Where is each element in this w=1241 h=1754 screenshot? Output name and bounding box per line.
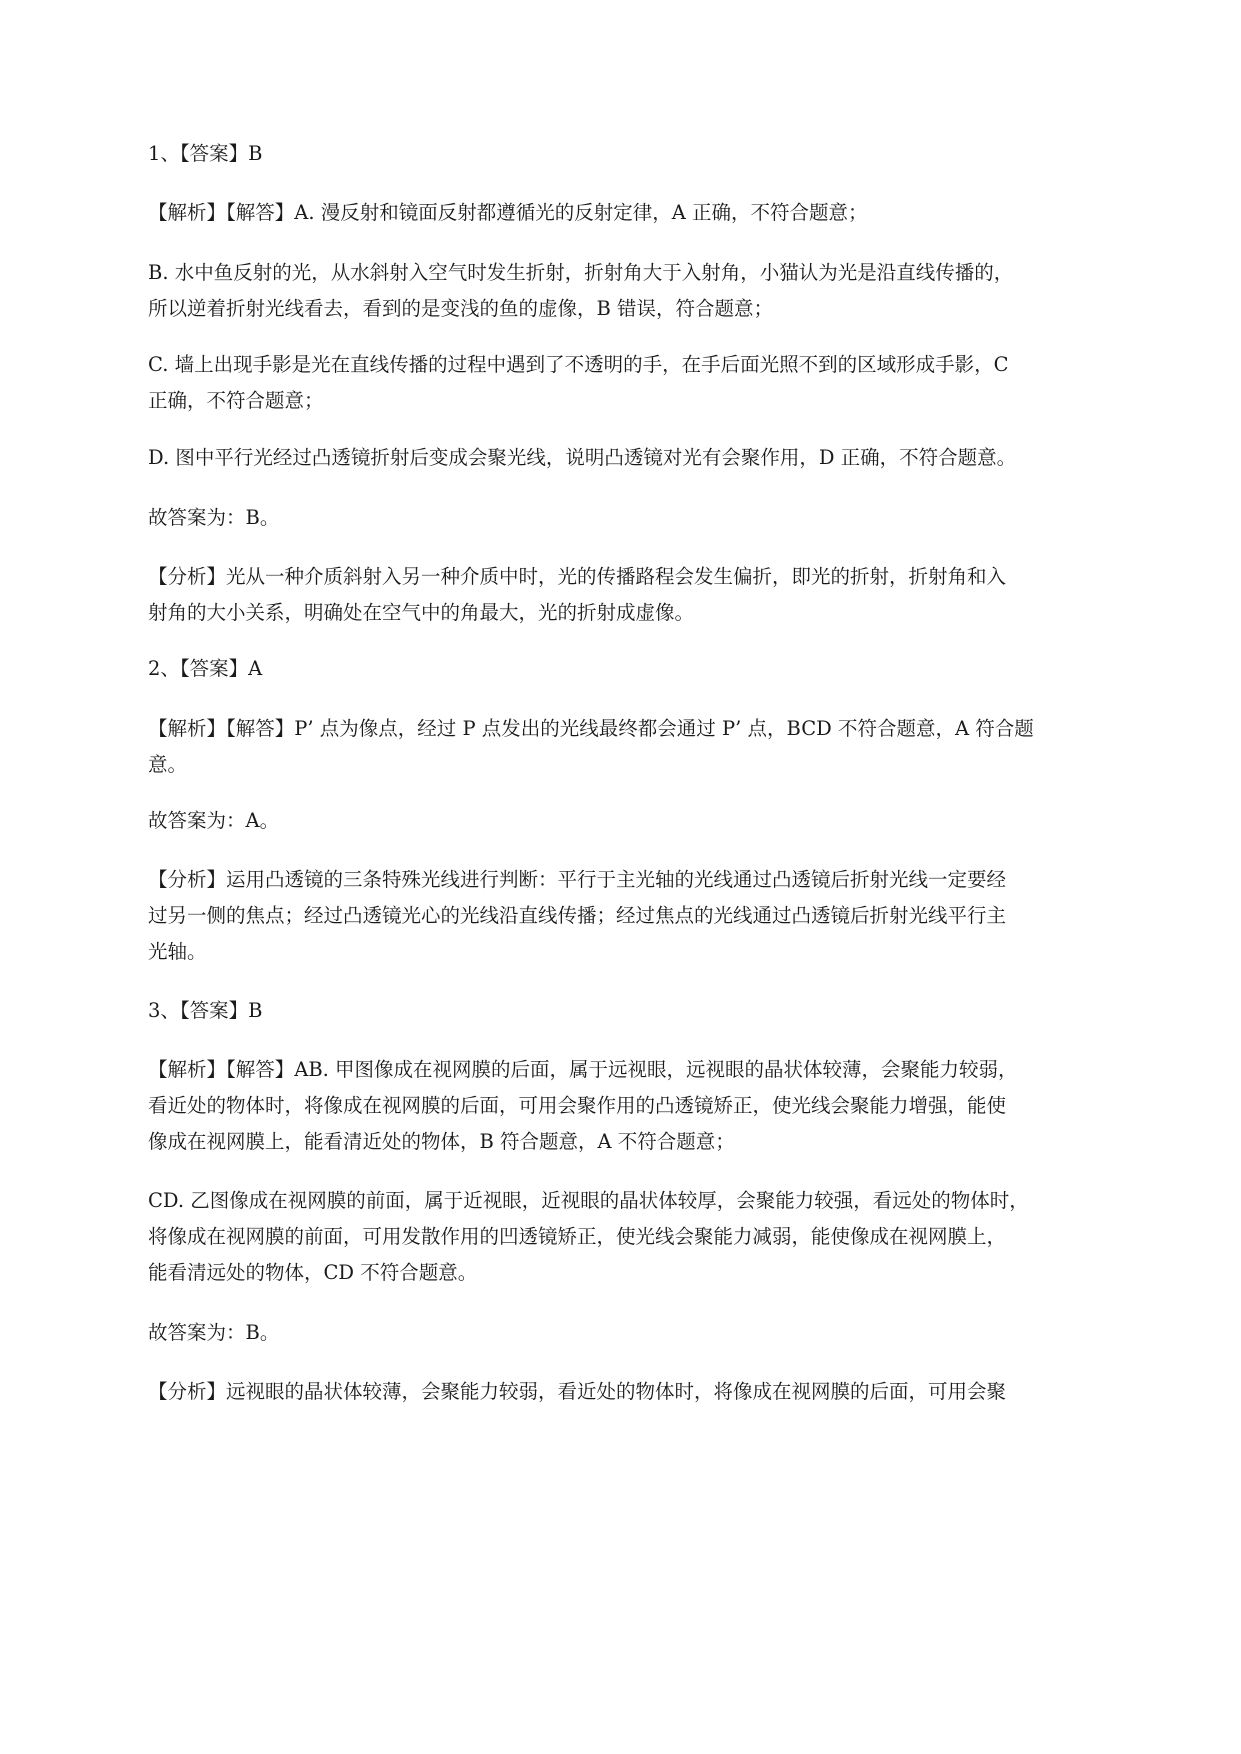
text-line: 像成在视网膜上，能看清近处的物体，B 符合题意，A 不符合题意；	[148, 1130, 735, 1153]
text-line: D. 图中平行光经过凸透镜折射后变成会聚光线，说明凸透镜对光有会聚作用，D 正确，不符合题意。	[148, 446, 1017, 469]
q3-answer	[148, 993, 1148, 1029]
text-line: 【分析】光从一种介质斜射入另一种介质中时，光的传播路程会发生偏折，即光的折射，折射角和入	[148, 565, 1007, 588]
text-line: 【解析】【解答】P’ 点为像点，经过 P 点发出的光线最终都会通过 P’ 点，BCD 不符合题意，A 符合题	[148, 717, 1034, 740]
text-line: 【解析】【解答】AB. 甲图像成在视网膜的后面，属于远视眼，远视眼的晶状体较薄，会聚能力较弱，	[148, 1058, 1018, 1081]
q1-analysis-b	[148, 255, 1148, 327]
text-line: 3、【答案】B	[148, 999, 263, 1022]
text-line: 【解析】【解答】A. 漫反射和镜面反射都遵循光的反射定律，A 正确，不符合题意；	[148, 201, 868, 224]
text-line: 1、【答案】B	[148, 142, 263, 165]
text-line: 2、【答案】A	[148, 657, 263, 680]
q3-analysis-cd	[148, 1183, 1148, 1291]
q1-conclusion	[148, 500, 1148, 536]
text-line: 故答案为：B。	[148, 1321, 280, 1344]
q3-analysis-ab	[148, 1052, 1148, 1160]
text-line: 射角的大小关系，明确处在空气中的角最大，光的折射成虚像。	[148, 601, 695, 624]
text-line: 故答案为：B。	[148, 506, 280, 529]
text-line: 所以逆着折射光线看去，看到的是变浅的鱼的虚像，B 错误，符合题意；	[148, 297, 774, 320]
text-line: 将像成在视网膜的前面，可用发散作用的凹透镜矫正，使光线会聚能力减弱，能使像成在视网膜上，	[148, 1225, 1007, 1248]
q2-answer	[148, 651, 1148, 687]
q3-conclusion	[148, 1315, 1148, 1351]
text-line: 光轴。	[148, 940, 207, 963]
text-line: 正确，不符合题意；	[148, 389, 324, 412]
q2-conclusion	[148, 803, 1148, 839]
text-line: 【分析】运用凸透镜的三条特殊光线进行判断：平行于主光轴的光线通过凸透镜后折射光线一定要经	[148, 868, 1007, 891]
text-line: 过另一侧的焦点；经过凸透镜光心的光线沿直线传播；经过焦点的光线通过凸透镜后折射光线平行主	[148, 904, 1007, 927]
text-line: B. 水中鱼反射的光，从水斜射入空气时发生折射，折射角大于入射角，小猫认为光是沿直线传播的，	[148, 261, 1014, 284]
text-line: 看近处的物体时，将像成在视网膜的后面，可用会聚作用的凸透镜矫正，使光线会聚能力增强，能使	[148, 1094, 1007, 1117]
q1-answer	[148, 136, 1148, 172]
text-line: C. 墙上出现手影是光在直线传播的过程中遇到了不透明的手，在手后面光照不到的区域形成手影，C	[148, 353, 1009, 376]
text-line: 能看清远处的物体，CD 不符合题意。	[148, 1261, 478, 1284]
q2-analysis	[148, 711, 1148, 783]
text-line: 【分析】远视眼的晶状体较薄，会聚能力较弱，看近处的物体时，将像成在视网膜的后面，可用会聚	[148, 1380, 1007, 1403]
q1-analysis-c	[148, 347, 1148, 419]
text-line: 意。	[148, 753, 188, 776]
text-line: CD. 乙图像成在视网膜的前面，属于近视眼，近视眼的晶状体较厚，会聚能力较强，看远处的物体时，	[148, 1189, 1029, 1212]
q1-explain	[148, 559, 1148, 631]
q1-analysis-a	[148, 195, 1148, 231]
q2-explain	[148, 862, 1148, 970]
q3-explain	[148, 1374, 1148, 1410]
q1-analysis-d	[148, 440, 1148, 476]
text-line: 故答案为：A。	[148, 809, 280, 832]
